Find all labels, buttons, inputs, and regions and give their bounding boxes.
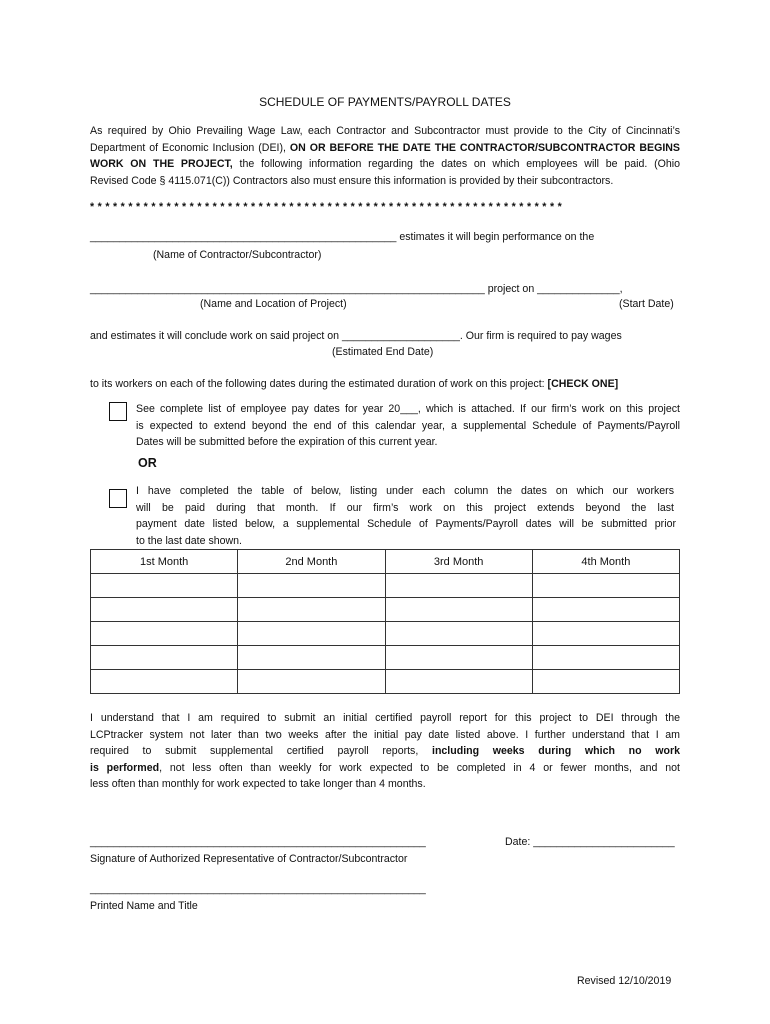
option-2-line: I have completed the table of below, listing under each column the dates on which our workers xyxy=(136,485,674,497)
intro-line: Department of Economic Inclusion (DEI), ON OR BEFORE THE DATE THE CONTRACTOR/SUBCONTRACTOR BEGINS xyxy=(90,141,680,154)
table-cell[interactable] xyxy=(91,670,238,694)
column-header-month-1: 1st Month xyxy=(91,550,238,574)
or-label: OR xyxy=(138,456,157,470)
table-row xyxy=(91,670,680,694)
star-divider: * * * * * * * * * * * * * * * * * * * * * * * * * * * * * * * * * * * * * * * * * * * * * * * * * * * * * * * * * * * * * * xyxy=(90,201,563,213)
understand-line: LCPtracker system not later than two weeks after the initial pay date listed above. I further understand that I am xyxy=(90,728,680,741)
table-cell[interactable] xyxy=(532,646,679,670)
table-cell[interactable] xyxy=(91,622,238,646)
table-cell[interactable] xyxy=(385,670,532,694)
table-row xyxy=(91,574,680,598)
table-cell[interactable] xyxy=(532,670,679,694)
option-2-line: to the last date shown. xyxy=(136,534,243,547)
table-header-row xyxy=(91,550,680,574)
date-field[interactable]: Date: ________________________ xyxy=(505,836,675,848)
option-2-text xyxy=(136,483,674,549)
understand-line: is performed, not less often than weekly for work expected to be completed in 4 or fewer months, and not xyxy=(90,761,680,774)
project-caption: (Name and Location of Project) xyxy=(200,298,347,310)
table-cell[interactable] xyxy=(532,598,679,622)
option-1-checkbox[interactable] xyxy=(109,402,127,421)
end-date-caption: (Estimated End Date) xyxy=(332,346,434,358)
printed-name-field[interactable]: _________________________________________________________ xyxy=(90,883,426,895)
intro-line: Revised Code § 4115.071(C)) Contractors also must ensure this information is provided by their subcontractors. xyxy=(90,174,614,187)
understand-paragraph xyxy=(90,710,680,793)
understand-line: less often than monthly for work expected to take longer than 4 months. xyxy=(90,778,426,790)
signature-caption: Signature of Authorized Representative of Contractor/Subcontractor xyxy=(90,853,408,865)
option-1-line: is expected to extend beyond the end of this calendar year, a supplemental Schedule of Payments/Payroll xyxy=(136,419,680,432)
revision-date: Revised 12/10/2019 xyxy=(577,975,672,987)
table-cell[interactable] xyxy=(385,622,532,646)
table-cell[interactable] xyxy=(238,646,385,670)
table-row xyxy=(91,598,680,622)
table-row xyxy=(91,622,680,646)
table-cell[interactable] xyxy=(238,574,385,598)
project-line[interactable]: ___________________________________________________________________ project on ______________, xyxy=(90,283,623,295)
signature-field[interactable]: _________________________________________________________ xyxy=(90,836,426,848)
column-header-month-3: 3rd Month xyxy=(385,550,532,574)
table-cell[interactable] xyxy=(238,598,385,622)
pay-dates-table xyxy=(90,549,680,694)
table-cell[interactable] xyxy=(91,598,238,622)
column-header-month-2: 2nd Month xyxy=(238,550,385,574)
option-2-checkbox[interactable] xyxy=(109,489,127,508)
table-cell[interactable] xyxy=(532,622,679,646)
table-cell[interactable] xyxy=(385,646,532,670)
table-cell[interactable] xyxy=(238,622,385,646)
intro-line: As required by Ohio Prevailing Wage Law, each Contractor and Subcontractor must provide to the City of Cincinnati’s xyxy=(90,125,680,137)
start-date-caption: (Start Date) xyxy=(619,298,674,310)
contractor-name-line[interactable]: ____________________________________________________ estimates it will begin performance on the xyxy=(90,231,595,243)
option-1-text xyxy=(136,401,680,451)
option-2-line: payment date listed below, a supplemental Schedule of Payments/Payroll dates will be submitted prior xyxy=(136,518,676,530)
understand-line: required to submit supplemental certified payroll reports, including weeks during which no work xyxy=(90,745,680,757)
table-cell[interactable] xyxy=(91,574,238,598)
understand-line: I understand that I am required to submit an initial certified payroll report for this project to DEI through the xyxy=(90,712,680,724)
contractor-caption: (Name of Contractor/Subcontractor) xyxy=(153,249,322,261)
column-header-month-4: 4th Month xyxy=(532,550,679,574)
conclude-line[interactable]: and estimates it will conclude work on said project on ____________________. Our firm is required to pay wages xyxy=(90,330,622,342)
page-title: SCHEDULE OF PAYMENTS/PAYROLL DATES xyxy=(259,95,511,109)
table-cell[interactable] xyxy=(238,670,385,694)
table-cell[interactable] xyxy=(385,574,532,598)
option-1-line: Dates will be submitted before the expiration of this current year. xyxy=(136,436,438,448)
printed-name-caption: Printed Name and Title xyxy=(90,900,198,912)
table-cell[interactable] xyxy=(532,574,679,598)
option-1-line: See complete list of employee pay dates for year 20___, which is attached. If our firm’s work on this project xyxy=(136,403,680,415)
table-row xyxy=(91,646,680,670)
intro-line: WORK ON THE PROJECT, the following information regarding the dates on which employees will be paid. (Ohio xyxy=(90,158,680,170)
workers-line: to its workers on each of the following dates during the estimated duration of work on this project: [CHECK ONE] xyxy=(90,378,619,390)
option-2-line: will be paid during that month. If our firm’s work on this project extends beyond the last xyxy=(136,501,674,514)
intro-paragraph xyxy=(90,123,680,189)
table-cell[interactable] xyxy=(385,598,532,622)
table-cell[interactable] xyxy=(91,646,238,670)
